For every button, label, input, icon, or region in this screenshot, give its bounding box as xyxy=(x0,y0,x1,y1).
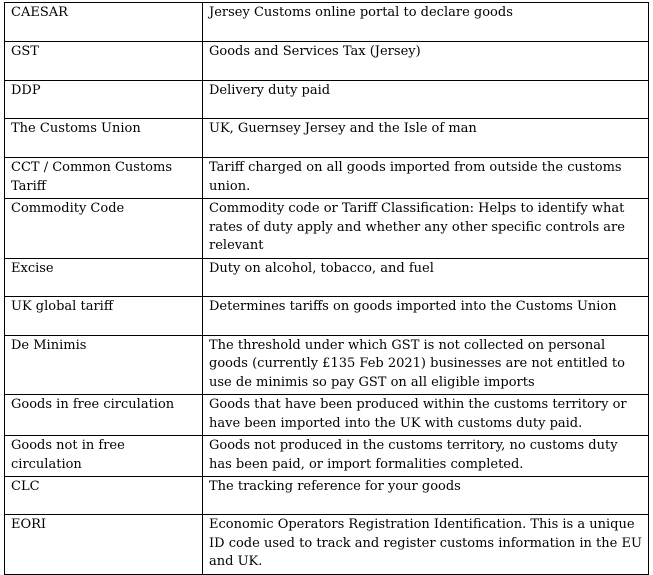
table-row xyxy=(5,3,649,42)
table-row xyxy=(5,42,649,81)
term-cell: CAESAR xyxy=(5,3,203,42)
definition-cell: Goods that have been produced within the customs territory or have been imported into the UK with customs duty paid. xyxy=(203,395,649,436)
definition-cell: Goods and Services Tax (Jersey) xyxy=(203,42,649,81)
term-cell: EORI xyxy=(5,515,203,575)
table-row xyxy=(5,81,649,119)
table-row xyxy=(5,395,649,436)
table-row xyxy=(5,296,649,335)
definition-cell: Economic Operators Registration Identification. This is a unique ID code used to track and register customs information in the EU and UK. xyxy=(203,515,649,575)
table-row xyxy=(5,258,649,296)
term-cell: De Minimis xyxy=(5,335,203,395)
table-row xyxy=(5,515,649,575)
definition-cell: The threshold under which GST is not collected on personal goods (currently £135 Feb 2021) businesses are not entitled to use de minimis so pay GST on all eligible imports xyxy=(203,335,649,395)
table-row xyxy=(5,436,649,477)
definition-cell: UK, Guernsey Jersey and the Isle of man xyxy=(203,119,649,158)
term-cell: CCT / Common Customs Tariff xyxy=(5,158,203,199)
definition-cell: Duty on alcohol, tobacco, and fuel xyxy=(203,258,649,296)
term-cell: GST xyxy=(5,42,203,81)
glossary-table xyxy=(4,2,649,575)
definition-cell: Jersey Customs online portal to declare goods xyxy=(203,3,649,42)
table-row xyxy=(5,477,649,515)
term-cell: The Customs Union xyxy=(5,119,203,158)
table-row xyxy=(5,158,649,199)
definition-cell: The tracking reference for your goods xyxy=(203,477,649,515)
definition-cell: Commodity code or Tariff Classification: Helps to identify what rates of duty apply and whether any other specific controls are relevant xyxy=(203,199,649,259)
table-row xyxy=(5,119,649,158)
term-cell: Goods not in free circulation xyxy=(5,436,203,477)
definition-cell: Tariff charged on all goods imported from outside the customs union. xyxy=(203,158,649,199)
definition-cell: Goods not produced in the customs territory, no customs duty has been paid, or import formalities completed. xyxy=(203,436,649,477)
definition-cell: Determines tariffs on goods imported into the Customs Union xyxy=(203,296,649,335)
table-row xyxy=(5,335,649,395)
table-row xyxy=(5,199,649,259)
term-cell: CLC xyxy=(5,477,203,515)
definition-cell: Delivery duty paid xyxy=(203,81,649,119)
term-cell: DDP xyxy=(5,81,203,119)
term-cell: Excise xyxy=(5,258,203,296)
term-cell: Goods in free circulation xyxy=(5,395,203,436)
term-cell: Commodity Code xyxy=(5,199,203,259)
term-cell: UK global tariff xyxy=(5,296,203,335)
